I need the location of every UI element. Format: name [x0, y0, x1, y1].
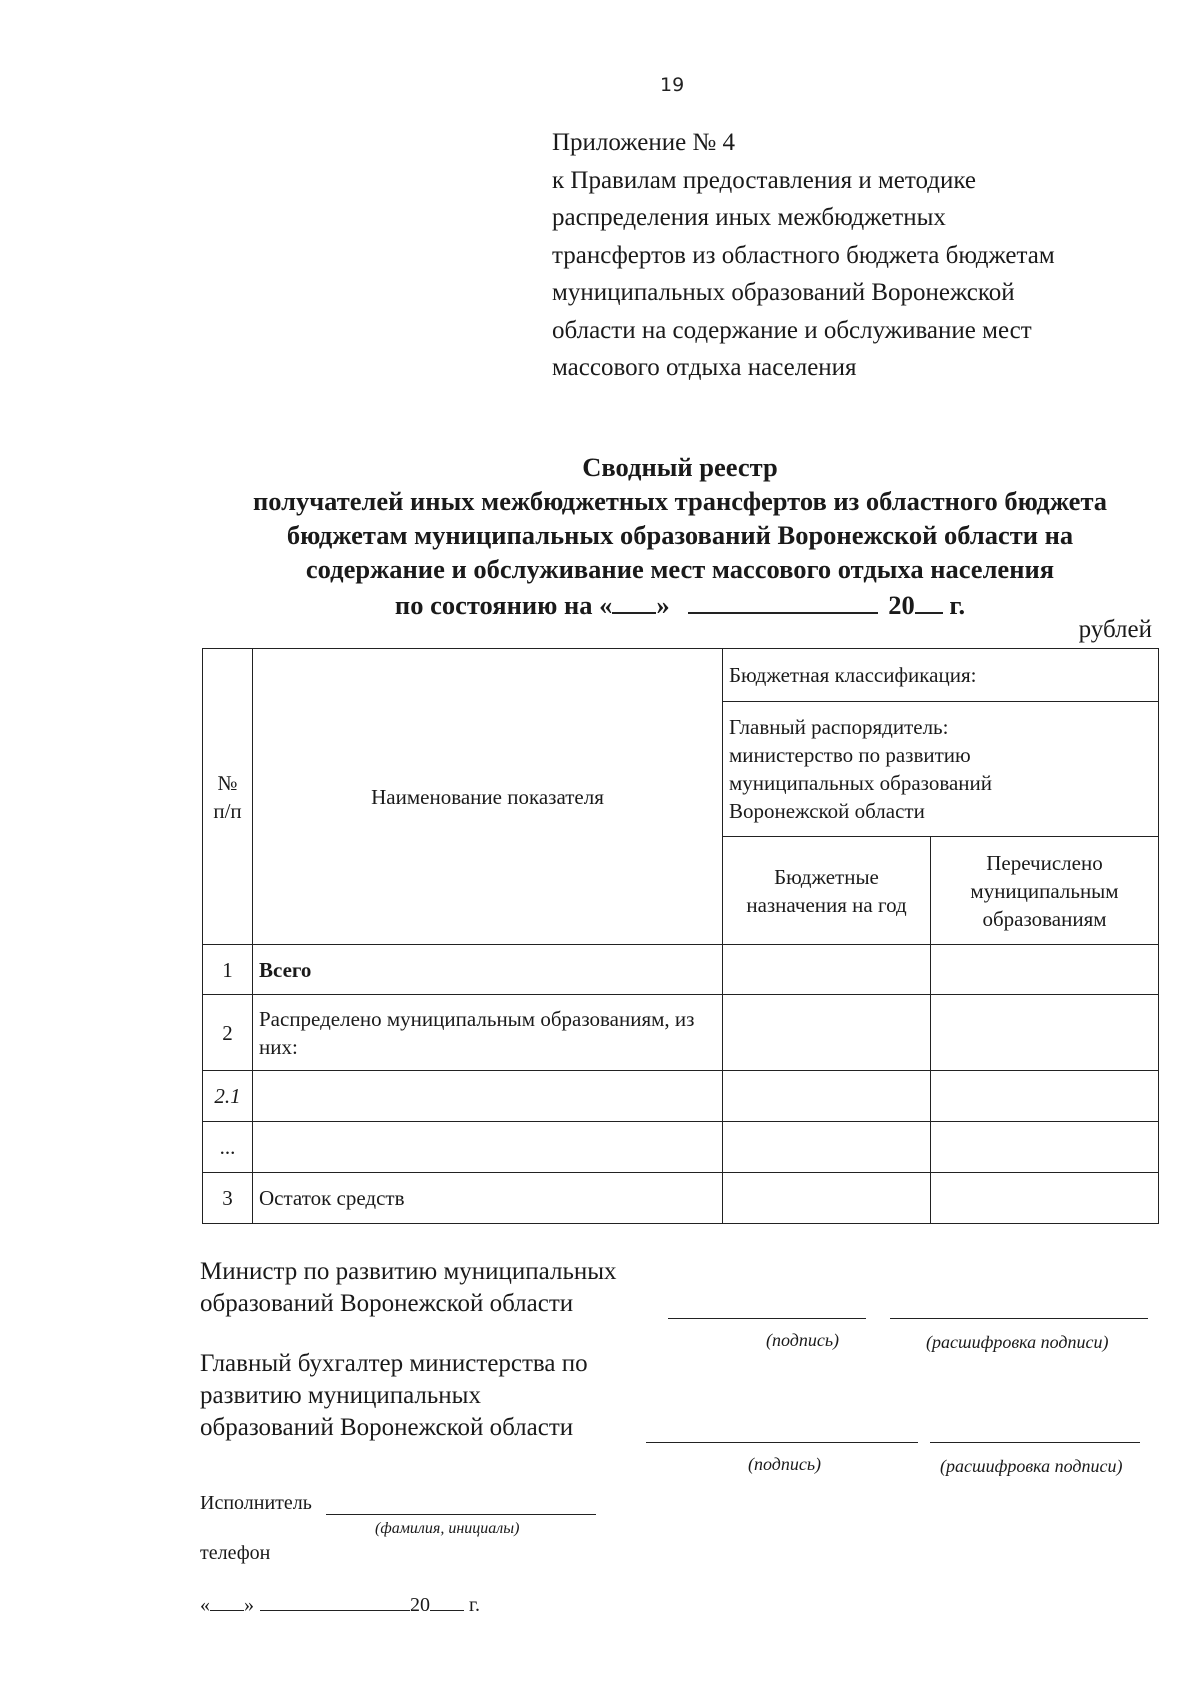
title-date-line [120, 586, 1200, 622]
header-chief-manager [723, 702, 1159, 837]
minister-signature-line [668, 1318, 866, 1319]
accountant-title [200, 1348, 588, 1444]
header-text-line: Воронежской области [729, 799, 925, 823]
table-row [203, 1122, 1159, 1173]
row-num: 2 [203, 995, 253, 1071]
table-row [203, 1173, 1159, 1224]
row-name: Остаток средств [253, 1173, 723, 1224]
accountant-line: Главный бухгалтер министерства по [200, 1350, 588, 1377]
appendix-line: массового отдыха населения [552, 354, 857, 381]
signature-caption: (подпись) [748, 1454, 822, 1474]
document-title [120, 450, 1200, 622]
title-line: бюджетам муниципальных образований Воронежской области на [286, 520, 1074, 550]
date-open: « [200, 1594, 210, 1616]
row-transferred-cell [931, 945, 1159, 995]
month-blank [260, 1590, 410, 1611]
appendix-header [552, 124, 1132, 387]
row-num: 3 [203, 1173, 253, 1224]
minister-line: Министр по развитию муниципальных [200, 1258, 617, 1285]
row-budget-cell [723, 995, 931, 1071]
title-line: получателей иных межбюджетных трансфертов из областного бюджета [252, 486, 1108, 516]
header-num: № п/п [203, 649, 253, 945]
minister-title [200, 1256, 617, 1320]
executor-label: Исполнитель [200, 1492, 312, 1514]
currency-unit: рублей [1078, 616, 1152, 643]
executor-date [200, 1590, 480, 1617]
row-budget-cell [723, 945, 931, 995]
header-name: Наименование показателя [253, 649, 723, 945]
header-budget-assignments [723, 837, 931, 945]
row-budget-cell [723, 1173, 931, 1224]
title-heading: Сводный реестр [582, 452, 778, 482]
header-text-line: назначения на год [746, 892, 907, 917]
header-text-line: министерство по развитию [729, 743, 971, 767]
minister-line: образований Воронежской области [200, 1290, 574, 1317]
header-text-line: Бюджетные [774, 864, 879, 889]
appendix-line: муниципальных образований Воронежской [552, 279, 1015, 306]
month-blank [688, 586, 878, 614]
row-num: ... [203, 1122, 253, 1173]
table-row [203, 995, 1159, 1071]
row-budget-cell [723, 1071, 931, 1122]
accountant-decoding-line [930, 1442, 1140, 1443]
date-quote-close: » [656, 590, 670, 620]
header-budget-classification: Бюджетная классификация: [723, 649, 1159, 702]
table-row [203, 1071, 1159, 1122]
row-transferred-cell [931, 995, 1159, 1071]
row-transferred-cell [931, 1122, 1159, 1173]
year-blank [915, 586, 943, 614]
decoding-caption: (расшифровка подписи) [940, 1456, 1123, 1476]
date-prefix: по состоянию на « [394, 590, 613, 620]
header-text-line: Главный распорядитель: [729, 715, 949, 739]
header-row [203, 649, 1159, 702]
accountant-line: развитию муниципальных [200, 1382, 481, 1409]
header-transferred [931, 837, 1159, 945]
day-blank [210, 1590, 244, 1611]
page-number: 19 [660, 74, 685, 96]
row-name [253, 1122, 723, 1173]
registry-table [202, 648, 1159, 1224]
minister-decoding-line [890, 1318, 1148, 1319]
decoding-caption: (расшифровка подписи) [926, 1332, 1109, 1352]
executor-name-line [326, 1514, 596, 1515]
appendix-line: к Правилам предоставления и методике [552, 166, 976, 194]
appendix-line: трансфертов из областного бюджета бюджетам [552, 241, 1055, 269]
header-text-line: муниципальным [970, 878, 1119, 903]
header-text-line: муниципальных образований [729, 771, 992, 795]
year-blank [430, 1590, 464, 1611]
appendix-line: распределения иных межбюджетных [552, 204, 946, 231]
row-num: 2.1 [203, 1071, 253, 1122]
date-year: 20 [888, 590, 915, 620]
appendix-line: Приложение № 4 [552, 129, 736, 156]
row-num: 1 [203, 945, 253, 995]
header-text-line: образованиям [982, 906, 1107, 931]
accountant-line: образований Воронежской области [200, 1414, 574, 1441]
title-line: содержание и обслуживание мест массового отдыха населения [305, 554, 1055, 584]
row-transferred-cell [931, 1173, 1159, 1224]
executor-phone: телефон [200, 1542, 271, 1564]
row-name: Всего [253, 945, 723, 995]
row-name: Распределено муниципальным образованиям, из них: [253, 995, 723, 1071]
date-suffix: г. [469, 1594, 480, 1616]
row-budget-cell [723, 1122, 931, 1173]
header-text-line: Перечислено [986, 850, 1103, 875]
day-blank [612, 586, 656, 614]
date-close: » [244, 1594, 254, 1616]
row-transferred-cell [931, 1071, 1159, 1122]
row-name [253, 1071, 723, 1122]
executor-caption: (фамилия, инициалы) [375, 1520, 520, 1537]
signature-caption: (подпись) [766, 1330, 840, 1350]
appendix-line: области на содержание и обслуживание мест [552, 316, 1032, 344]
table-row [203, 945, 1159, 995]
date-suffix: г. [949, 590, 966, 620]
accountant-signature-line [646, 1442, 918, 1443]
date-year: 20 [410, 1594, 430, 1616]
